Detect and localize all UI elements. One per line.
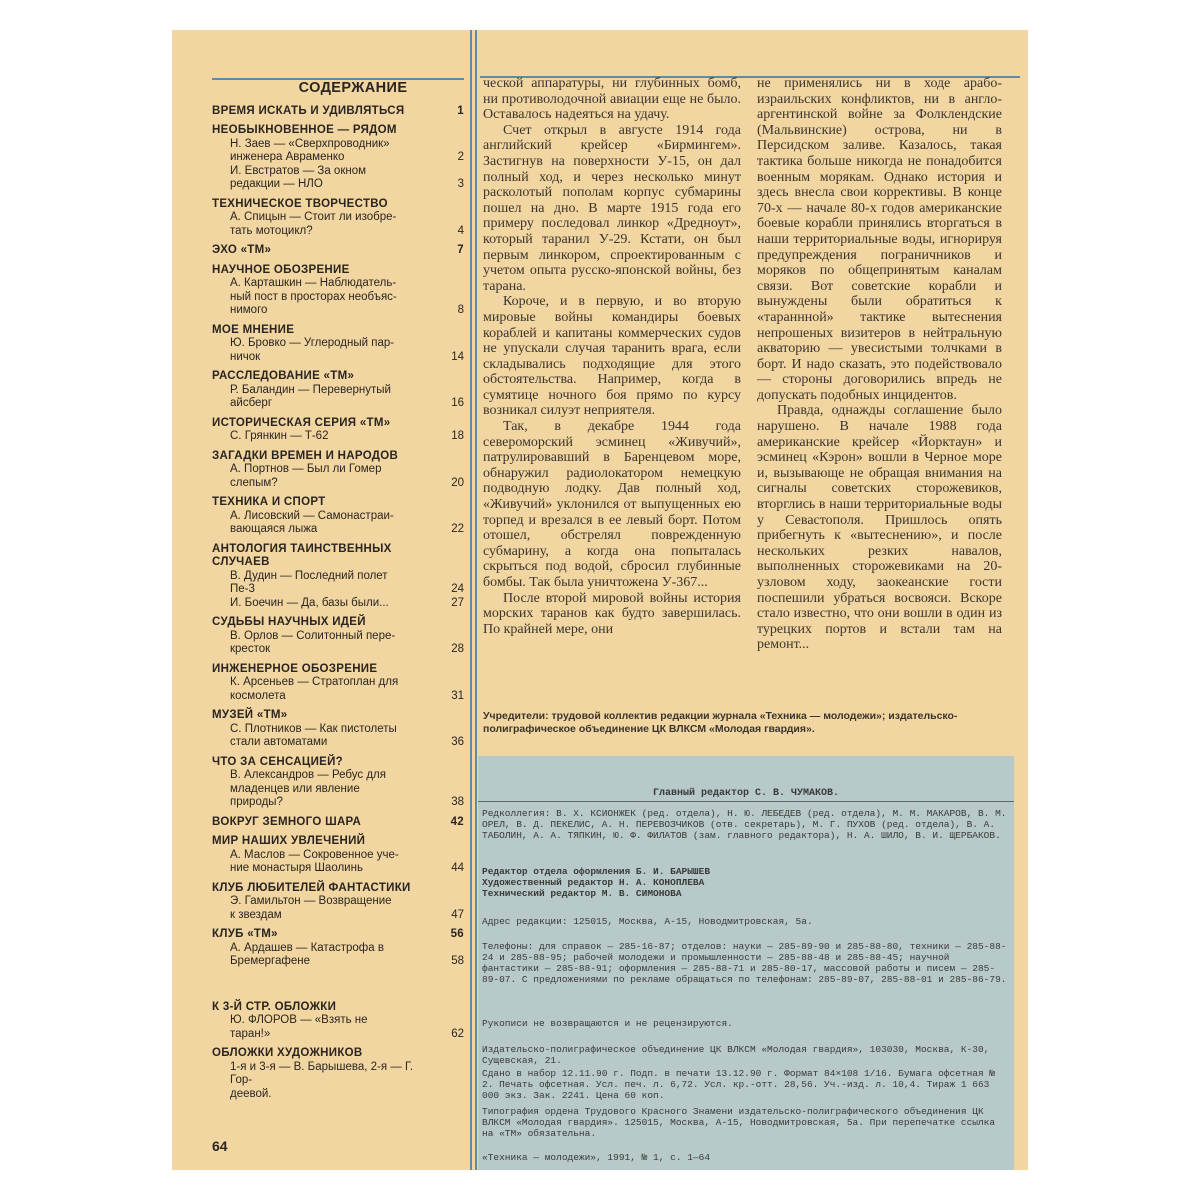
toc-section-title-text: ЗАГАДКИ ВРЕМЕН И НАРОДОВ: [212, 449, 399, 462]
toc-section: [212, 835, 464, 876]
toc-page-number: 44: [451, 862, 464, 874]
toc-entry-line: [230, 523, 464, 537]
toc-entry: [212, 723, 464, 750]
article-paragraph: ческой аппаратуры, ни глубинных бомб, ни противолодочной авиации еще не было. Оставалось надеяться на удачу.: [483, 76, 741, 123]
article-paragraph: После второй мировой войны история морских таранов как будто завершилась. По крайней мере, они: [483, 590, 741, 637]
toc-entry-line: [230, 1061, 464, 1088]
toc-section: [212, 1047, 464, 1101]
design-editors: Редактор отдела оформления Б. И. БАРЫШЕВ Художественный редактор Н. А. КОНОПЛЕВА Технический редактор М. В. СИМОНОВА: [482, 866, 711, 899]
toc-section-title-text: МОЕ МНЕНИЕ: [212, 323, 295, 336]
toc-entry-text: инженера Авраменко: [230, 151, 345, 163]
toc-entry-text: А. Лисовский — Самонастраи-: [230, 509, 394, 522]
toc-entry-text: В. Дудин — Последний полет: [230, 569, 388, 582]
toc-section-title: [212, 496, 464, 510]
toc-entry-line: [230, 1028, 464, 1042]
toc-section-title: [212, 1001, 464, 1015]
toc-entry: [212, 597, 464, 611]
toc-section-title: [212, 616, 464, 630]
toc-entry-text: кресток: [230, 643, 271, 655]
toc-entry-line: [230, 895, 464, 909]
toc-section-title: [212, 105, 464, 119]
toc-entry-text: А. Ардашев — Катастрофа в: [230, 941, 384, 954]
toc-page-number: 8: [457, 304, 464, 316]
toc-page-number: 7: [457, 244, 464, 256]
toc-entry-line: [230, 676, 464, 690]
toc-section: [212, 756, 464, 810]
toc-entry-line: [230, 796, 464, 810]
magazine-page: [172, 30, 1028, 1170]
toc-page-number: 14: [451, 350, 464, 363]
toc-section: [212, 616, 464, 657]
toc-section-title-text: ТЕХНИКА И СПОРТ: [212, 496, 326, 508]
toc-section-title: [212, 124, 464, 138]
toc-entry-line: [230, 291, 464, 305]
editorial-address: Адрес редакции: 125015, Москва, А-15, Новодмитровская, 5а.: [482, 916, 813, 927]
toc-entry-text: природы?: [230, 796, 283, 808]
toc-entry-text: И. Евстратов — За окном: [230, 164, 367, 177]
article-column-1: [483, 76, 741, 637]
toc-section: [212, 264, 464, 318]
toc-section: [212, 370, 464, 411]
toc-page-number: 27: [451, 596, 464, 609]
column-divider: [470, 30, 477, 1170]
toc-entry-text: к звездам: [230, 908, 282, 921]
toc-section-title-text: НЕОБЫКНОВЕННОЕ — РЯДОМ: [212, 124, 397, 136]
toc-section: [212, 928, 464, 969]
toc-section: [212, 709, 464, 750]
toc-section-title: [212, 663, 464, 677]
toc-entry-text: И. Боечин — Да, базы были...: [230, 596, 389, 609]
toc-section-title-text: ИСТОРИЧЕСКАЯ СЕРИЯ «ТМ»: [212, 416, 391, 429]
toc-entry-line: [230, 736, 464, 750]
toc-section-title: [212, 928, 464, 942]
toc-entry-text: Пе-3: [230, 583, 255, 595]
toc-section: [212, 816, 464, 830]
toc-entry: [212, 769, 464, 810]
editorial-phones: Телефоны: для справок — 285-16-87; отделов: науки — 285-89-90 и 285-88-80, техники — 285-88-24 и 285-88-95; рабочей молодежи и промышленности — 285-88-48 и 285-88-45; научной фантастики — 285-88-91; оформления — 285-88-71 и 285-80-17, массовой работы и писем — 285-89-07. С предложениями по рекламе обращаться по телефонам: 285-89-07, 285-88-01 и 285-86-79.: [482, 941, 1007, 985]
toc-entry: [212, 570, 464, 597]
toc-section-title-text: КЛУБ ЛЮБИТЕЛЕЙ ФАНТАСТИКИ: [212, 881, 411, 894]
toc-entry-line: [230, 151, 464, 165]
toc-section-title-text: ЭХО «ТМ»: [212, 244, 272, 256]
toc-section-title-text: ТЕХНИЧЕСКОЕ ТВОРЧЕСТВО: [212, 197, 388, 210]
toc-section-title-text: МУЗЕЙ «ТМ»: [212, 709, 288, 721]
toc-page-number: 42: [450, 815, 464, 828]
toc-entry: [212, 1014, 464, 1041]
toc-entry: [212, 430, 464, 444]
table-of-contents: [212, 78, 464, 1101]
toc-entry-line: [230, 384, 464, 398]
toc-entry-line: [230, 769, 464, 783]
toc-section-title-text: СУДЬБЫ НАУЧНЫХ ИДЕЙ: [212, 616, 366, 628]
toc-page-number: 3: [457, 178, 464, 190]
toc-section: [212, 496, 464, 537]
toc-entry-line: [230, 304, 464, 318]
toc-entry-text: Ю. ФЛОРОВ — «Взять не: [230, 1014, 368, 1026]
toc-entry-line: [230, 277, 464, 291]
toc-entry-line: [230, 463, 464, 477]
toc-page-number: 2: [457, 151, 464, 163]
toc-page-number: 16: [451, 397, 464, 409]
toc-entry-line: [230, 430, 464, 444]
toc-section-title-text: НАУЧНОЕ ОБОЗРЕНИЕ: [212, 263, 350, 276]
toc-section: [212, 1001, 464, 1042]
toc-entry-text: ничок: [230, 350, 261, 363]
toc-entry-text: Э. Гамильтон — Возвращение: [230, 895, 392, 907]
toc-section-title: [212, 198, 464, 212]
toc-entry: [212, 277, 464, 318]
issue-info: «Техника — молодежи», 1991, № 1, с. 1—64: [482, 1152, 711, 1163]
toc-entry-text: таран!»: [230, 1027, 271, 1040]
article-paragraph: Короче, и в первую, и во вторую мировые войны командиры боевых кораблей и капитаны коммерческих судов не упускали случая таранить врага, если складывались подходящие для этого обстоятельства. Например, когда в сумятице ночного боя прямо по курсу возникал силуэт неприятеля.: [483, 294, 741, 419]
toc-page-number: 58: [451, 955, 464, 967]
toc-entry-text: С. Плотников — Как пистолеты: [230, 722, 397, 735]
toc-entry-text: А. Портнов — Был ли Гомер: [230, 463, 382, 475]
toc-section-title: [212, 816, 464, 830]
toc-entry-text: космолета: [230, 689, 286, 702]
article-column-2: [757, 76, 1002, 653]
toc-entry: [212, 337, 464, 364]
toc-entry-text: С. Грянкин — Т-62: [230, 430, 329, 442]
toc-entry-text: К. Арсеньев — Стратоплан для: [230, 676, 399, 688]
toc-entry-text: В. Орлов — Солитонный пере-: [230, 629, 396, 642]
toc-entry-line: [230, 165, 464, 179]
toc-entry-line: [230, 570, 464, 584]
toc-section: [212, 124, 464, 192]
toc-section-title-text: ВРЕМЯ ИСКАТЬ И УДИВЛЯТЬСЯ: [212, 104, 405, 117]
toc-page-number: 62: [451, 1027, 464, 1040]
toc-entry: [212, 1061, 464, 1102]
toc-page-number: 28: [451, 643, 464, 655]
toc-entry-line: [230, 351, 464, 365]
toc-entry: [212, 463, 464, 490]
toc-section-title: [212, 264, 464, 278]
toc-entry-text: А. Спицын — Стоит ли изобре-: [230, 211, 397, 223]
toc-entry-line: [230, 1088, 464, 1102]
toc-entry-line: [230, 849, 464, 863]
toc-section-title-text: ЧТО ЗА СЕНСАЦИЕЙ?: [212, 755, 343, 768]
article-paragraph: не применялись ни в ходе арабо-израильских конфликтов, ни в англо-аргентинской войне за Фолклендские (Мальвинские) острова, ни в Персидском заливе. Казалось, такая тактика больше никогда не понадобится военным морякам. Однако история и здесь внесла свои коррективы. В конце 70-х — начале 80-х годов американские боевые корабли принялись вторгаться в наши территориальные воды, игнорируя предупреждения пограничников и моряков по общепринятым каналам связи. Вот советские корабли и вынуждены были обратиться к «тараннной» тактике вытеснения непрошеных визитеров в нейтральную акваторию — увесистыми толчками в борт. И надо сказать, это подействовало — стороны договорились впредь не допускать подобных инцидентов.: [757, 76, 1002, 403]
toc-section-title-text: ВОКРУГ ЗЕМНОГО ШАРА: [212, 815, 362, 828]
toc-entry-line: [230, 225, 464, 239]
toc-entry-line: [230, 477, 464, 491]
toc-entry-text: тать мотоцикл?: [230, 224, 313, 237]
toc-entry-text: стали автоматами: [230, 736, 328, 748]
toc-section-title: [212, 1047, 464, 1061]
founders-note: Учредители: трудовой коллектив редакции журнала «Техника — молодежи»; издательско-полиграфическое объединение ЦК ВЛКСМ «Молодая гвардия».: [483, 710, 958, 735]
toc-entry-text: Р. Баландин — Перевернутый: [230, 383, 391, 396]
toc-entry-line: [230, 909, 464, 923]
toc-section-title-text: РАССЛЕДОВАНИЕ «ТМ»: [212, 370, 355, 382]
manuscripts-note: Рукописи не возвращаются и не рецензируются.: [482, 1018, 733, 1029]
toc-section-title-text: ИНЖЕНЕРНОЕ ОБОЗРЕНИЕ: [212, 662, 378, 675]
toc-entry: [212, 676, 464, 703]
toc-entry-text: деевой.: [230, 1087, 272, 1100]
toc-page-number: 47: [451, 908, 464, 921]
toc-entry-line: [230, 630, 464, 644]
toc-entry-text: ный пост в просторах необъяс-: [230, 290, 397, 303]
toc-page-number: 20: [451, 476, 464, 489]
toc-entry: [212, 895, 464, 922]
toc-entry: [212, 384, 464, 411]
toc-section: [212, 543, 464, 611]
toc-entry-line: [230, 942, 464, 956]
toc-section-title: [212, 450, 464, 464]
article-paragraph: Счет открыл в августе 1914 года английский крейсер «Бирмингем». Застигнув на поверхности У-15, он дал полный ход, и через несколько минут расколотый пополам корпус субмарины пошел на дно. В марте 1915 года его примеру последовал линкор «Дредноут», который таранил У-29. Кстати, он был первым линкором, спроектированным с учетом опыта русско-японской войны, без тарана.: [483, 122, 741, 294]
toc-entry-text: вающаяся лыжа: [230, 523, 318, 535]
toc-entry: [212, 211, 464, 238]
toc-page-number: 24: [451, 583, 464, 595]
toc-entry-text: В. Александров — Ребус для: [230, 769, 386, 781]
toc-section-title-text: К 3-Й СТР. ОБЛОЖКИ: [212, 1000, 337, 1013]
toc-page-number: 18: [451, 430, 464, 442]
toc-entry: [212, 942, 464, 969]
toc-entry-text: слепым?: [230, 476, 278, 489]
toc-entry-line: [230, 178, 464, 192]
toc-page-number: 31: [451, 689, 464, 702]
toc-page-number: 1: [457, 104, 464, 117]
toc-entry-line: [230, 862, 464, 876]
toc-page-number: 56: [450, 928, 464, 940]
toc-section: [212, 882, 464, 923]
toc-entry-line: [230, 211, 464, 225]
toc-section-title: [212, 244, 464, 258]
publisher-info: Издательско-полиграфическое объединение ЦК ВЛКСМ «Молодая гвардия», 103030, Москва, К-30, Сущевская, 21.: [482, 1044, 990, 1066]
chief-editor: Главный редактор С. В. ЧУМАКОВ.: [478, 788, 1014, 802]
toc-entry-text: редакции — НЛО: [230, 178, 323, 190]
toc-entry-text: Бремергафене: [230, 955, 310, 967]
toc-entry: [212, 630, 464, 657]
toc-entry-line: [230, 643, 464, 657]
toc-section-title-text: ОБЛОЖКИ ХУДОЖНИКОВ: [212, 1047, 363, 1059]
toc-entry-text: младенцев или явление: [230, 782, 360, 795]
toc-section-title-text: КЛУБ «ТМ»: [212, 928, 278, 940]
toc-entry-line: [230, 397, 464, 411]
toc-page-number: 38: [451, 796, 464, 808]
toc-section-title: [212, 543, 464, 570]
toc-section-title: [212, 370, 464, 384]
typography-info: Типография ордена Трудового Красного Знамени издательско-полиграфического объединения ЦК ВЛКСМ «Молодая гвардия». 125015, Москва, А-15, Новодмитровская, 5а. При перепечатке ссылка на «ТМ» обязательна.: [482, 1106, 996, 1139]
toc-entry-line: [230, 955, 464, 969]
toc-section: [212, 417, 464, 444]
toc-entry-text: Ю. Бровко — Углеродный пар-: [230, 337, 395, 349]
toc-entry-line: [230, 1014, 464, 1028]
toc-entry-line: [230, 690, 464, 704]
toc-entry-line: [230, 597, 464, 611]
toc-section: [212, 663, 464, 704]
toc-entry: [212, 138, 464, 165]
toc-entry-line: [230, 510, 464, 524]
toc-section: [212, 198, 464, 239]
toc-page-number: 4: [457, 224, 464, 237]
page-number: 64: [212, 1138, 228, 1154]
toc-entry-text: А. Карташкин — Наблюдатель-: [230, 277, 397, 289]
toc-title: СОДЕРЖАНИЕ: [212, 78, 464, 96]
print-details: Сдано в набор 12.11.90 г. Подп. в печати 13.12.90 г. Формат 84×108 1/16. Бумага офсетная № 2. Печать офсетная. Усл. печ. л. 6,72. Усл. кр.-отт. 28,56. Уч.-изд. л. 10,4. Тираж 1 663 000 экз. Зак. 2241. Цена 60 коп.: [482, 1068, 996, 1101]
toc-entry-line: [230, 723, 464, 737]
toc-section-title: [212, 835, 464, 849]
toc-section-title: [212, 709, 464, 723]
editorial-board: Редколлегия: В. Х. КСИОНЖЕК (ред. отдела), Н. Ю. ЛЕБЕДЕВ (ред. отдела), М. М. МАКАРОВ, В. М. ОРЕЛ, В. Д. ПЕКЕЛИС, А. Н. ПЕРЕВОЗЧИКОВ (отв. секретарь), М. Г. ПУХОВ (ред. отдела), В. А. ТАБОЛИН, А. А. ТЯПКИН, Ю. Ф. ФИЛАТОВ (зам. главного редактора), Н. А. ШИЛО, В. И. ЩЕРБАКОВ.: [482, 808, 1007, 841]
toc-entry: [212, 510, 464, 537]
toc-entry: [212, 849, 464, 876]
article-paragraph: Так, в декабре 1944 года североморский эсминец «Живучий», патрулировавший в Баренцевом море, обнаружил радиолокатором немецкую подводную лодку. Дав полный ход, «Живучий» уклонился от выпущенных ею торпед и врезался в ее левый борт. Потом отошел, обстрелял поврежденную субмарину, а когда она попыталась скрыться под водой, сбросил глубинные бомбы. Так была уничтожена У-367...: [483, 419, 741, 590]
toc-section-title: [212, 324, 464, 338]
editorial-box: [478, 756, 1014, 1170]
toc-entry: [212, 165, 464, 192]
toc-section: [212, 450, 464, 491]
toc-list: [212, 105, 464, 1102]
toc-page-number: 36: [451, 736, 464, 748]
toc-section: [212, 105, 464, 119]
toc-entry-line: [230, 783, 464, 797]
toc-section-title-text: МИР НАШИХ УВЛЕЧЕНИЙ: [212, 835, 366, 847]
toc-entry-line: [230, 583, 464, 597]
toc-page-number: 22: [451, 523, 464, 535]
toc-section-title-text: АНТОЛОГИЯ ТАИНСТВЕННЫХ СЛУЧАЕВ: [212, 542, 392, 568]
toc-section-title: [212, 882, 464, 896]
toc-section-title: [212, 417, 464, 431]
toc-entry-line: [230, 138, 464, 152]
toc-entry-text: 1-я и 3-я — В. Барышева, 2-я — Г. Гор-: [230, 1060, 414, 1086]
toc-entry-text: Н. Заев — «Сверхпроводник»: [230, 137, 390, 150]
toc-entry-text: нимого: [230, 304, 268, 316]
toc-section-title: [212, 756, 464, 770]
article-paragraph: Правда, однажды соглашение было нарушено. В начале 1988 года американские крейсер «Йорктаун» и эсминец «Кэрон» вошли в Черное море и, вызывающе не обращая внимания на сигналы советских сторожевиков, вторглись в наши территориальные воды у Севастополя. Пришлось опять прибегнуть к «вытеснению», и после нескольких резких навалов, выполненных сторожевиками на 20-узловом ходу, заокеанские гости поспешили убраться восвояси. Вскоре стало известно, что они вошли в один из турецких портов и встали там на ремонт...: [757, 403, 1002, 653]
toc-entry-text: айсберг: [230, 397, 273, 409]
toc-entry-line: [230, 337, 464, 351]
toc-entry-text: А. Маслов — Сокровенное уче-: [230, 848, 399, 861]
toc-section: [212, 324, 464, 365]
toc-entry-text: ние монастыря Шаолинь: [230, 862, 363, 874]
toc-section: [212, 244, 464, 258]
